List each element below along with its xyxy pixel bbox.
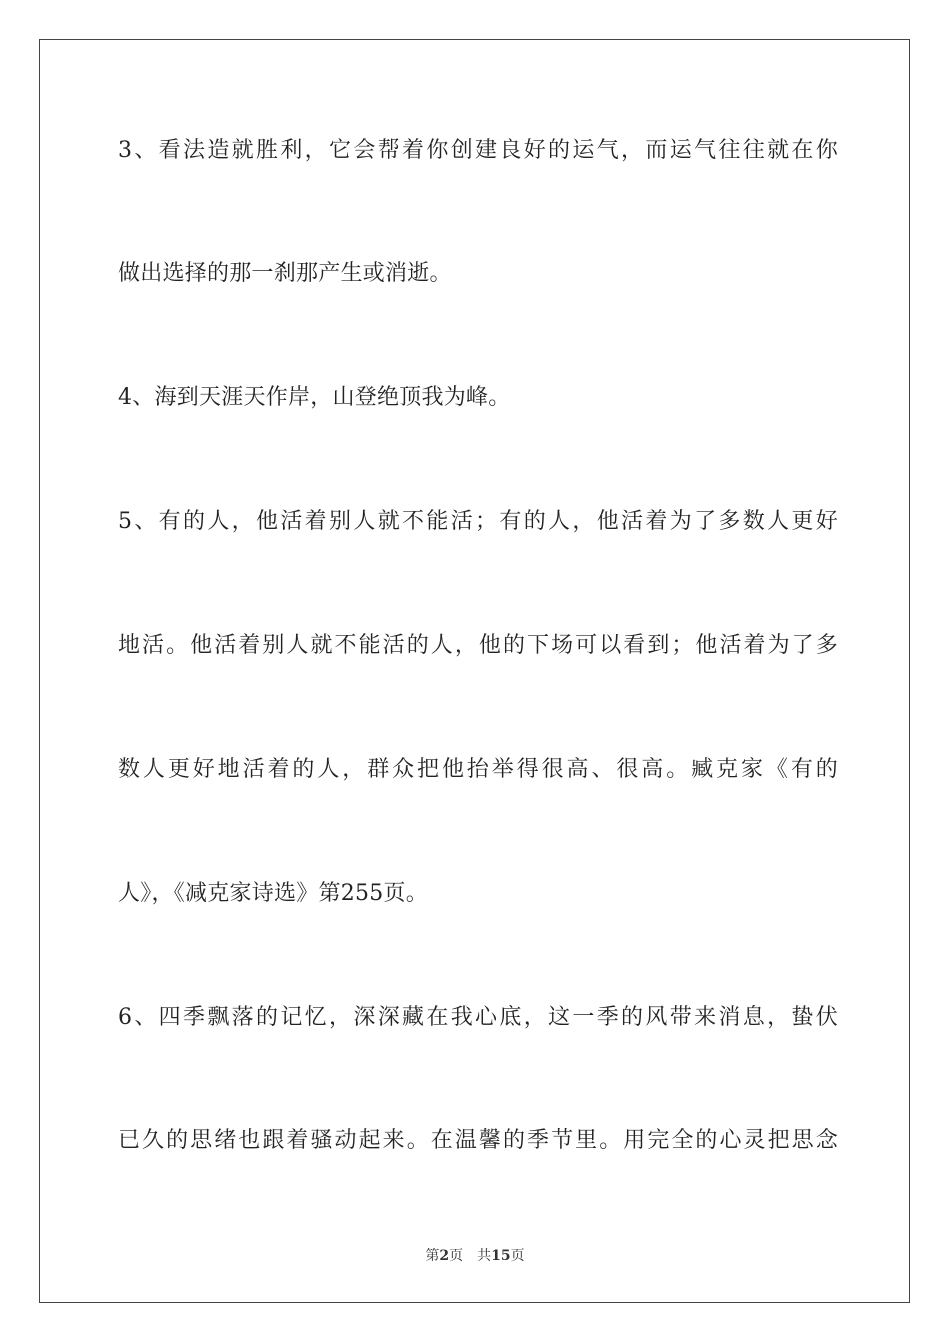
text-line-5: 地活。他活着别人就不能活的人，他的下场可以看到；他活着为了多 xyxy=(118,633,838,658)
text-line-6: 数人更好地活着的人，群众把他抬举得很高、很高。臧克家《有的 xyxy=(118,757,838,782)
footer-page-number: 2 xyxy=(439,1248,450,1264)
text-line-3: 4、海到天涯天作岸，山登绝顶我为峰。 xyxy=(118,385,511,410)
footer-total-pages: 15 xyxy=(491,1248,511,1264)
text-line-2: 做出选择的那一刹那产生或消逝。 xyxy=(118,261,452,286)
footer-total-suffix: 页 xyxy=(510,1248,525,1264)
footer-total-prefix: 共 xyxy=(477,1248,492,1264)
text-line-9: 已久的思绪也跟着骚动起来。在温馨的季节里。用完全的心灵把思念 xyxy=(118,1128,838,1153)
page-footer xyxy=(0,1246,950,1266)
text-line-7: 人》，《减克家诗选》第255页。 xyxy=(118,881,428,906)
footer-page-prefix: 第 xyxy=(425,1248,440,1264)
page-border xyxy=(39,39,910,1303)
text-line-8: 6、四季飘落的记忆，深深藏在我心底，这一季的风带来消息，蛰伏 xyxy=(118,1005,838,1030)
text-line-1: 3、看法造就胜利，它会帮着你创建良好的运气，而运气往往就在你 xyxy=(118,138,838,163)
text-line-4: 5、有的人，他活着别人就不能活；有的人，他活着为了多数人更好 xyxy=(118,509,838,534)
footer-page-suffix: 页 xyxy=(449,1248,464,1264)
